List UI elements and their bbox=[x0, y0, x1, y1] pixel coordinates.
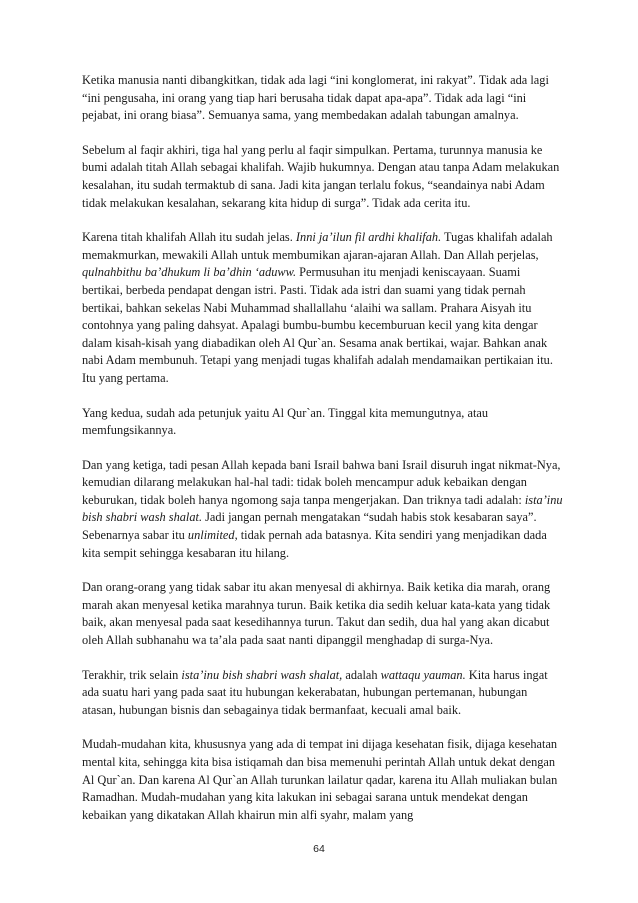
arabic-quote-italic: qulnahbithu ba’dhukum li ba’dhin ‘aduww. bbox=[82, 265, 297, 280]
emphasis-italic: unlimited bbox=[187, 528, 235, 543]
arabic-quote-italic: Inni ja’ilun fil ardhi khalifah. bbox=[295, 230, 442, 245]
paragraph-7 bbox=[82, 667, 564, 720]
paragraph-text: Kita harus ingat ada suatu hari yang pada saat itu hubungan kekerabatan, hubungan pertemanan, hubungan atasan, hubungan bisnis dan sebagainya tidak bermanfaat, kecuali amal baik. bbox=[82, 667, 548, 717]
paragraph-8 bbox=[82, 736, 564, 824]
paragraph-text: adalah bbox=[342, 667, 381, 682]
paragraph-text: Sebelum al faqir akhiri, tiga hal yang perlu al faqir simpulkan. Pertama, turunnya manusia ke bumi adalah titah Allah sebagai khalifah. Wajib hukumnya. Dengan atau tanpa Adam melakukan kesalahan, itu sudah termaktub di sana. Jadi kita jangan terlalu fokus, “seandainya nabi Adam tidak melakukan kesalahan, sekarang kita hidup di surga”. Tidak ada cerita itu. bbox=[82, 142, 560, 210]
arabic-quote-italic: wattaqu yauman. bbox=[380, 667, 466, 682]
paragraph-2 bbox=[82, 142, 564, 212]
paragraph-5 bbox=[82, 457, 564, 563]
paragraph-text: Karena titah khalifah Allah itu sudah jelas. bbox=[82, 230, 296, 245]
document-body bbox=[82, 72, 564, 841]
paragraph-1 bbox=[82, 72, 564, 125]
paragraph-text: Ketika manusia nanti dibangkitkan, tidak ada lagi “ini konglomerat, ini rakyat”. Tidak ada lagi “ini pengusaha, ini orang yang tiap hari berusaha tidak dapat apa-apa”. Tidak ada lagi “ini pejabat, ini orang biasa”. Semuanya sama, yang membedakan adalah tabungan amalnya. bbox=[82, 73, 549, 123]
paragraph-text: Yang kedua, sudah ada petunjuk yaitu Al Qur`an. Tinggal kita memungutnya, atau memfungsikannya. bbox=[82, 405, 489, 438]
paragraph-text: Mudah-mudahan kita, khususnya yang ada di tempat ini dijaga kesehatan fisik, dijaga kesehatan mental kita, sehingga kita bisa istiqamah dan bisa memenuhi perintah Allah untuk dekat dengan Al Qur`an. Dan karena Al Qur`an Allah turunkan lailatur qadar, karena itu Allah muliakan bulan Ramadhan. Mudah-mudahan yang kita lakukan ini sebagai sarana untuk mendekat dengan kebaikan yang dikatakan Allah khairun min alfi syahr, malam yang bbox=[82, 737, 558, 822]
arabic-quote-italic: ista’inu bish shabri wash shalat, bbox=[181, 667, 343, 682]
paragraph-text: Terakhir, trik selain bbox=[82, 667, 182, 682]
paragraph-text: Jadi jangan pernah mengatakan “sudah habis stok kesabaran saya”. Sebenarnya sabar itu bbox=[82, 510, 537, 543]
paragraph-text: Dan orang-orang yang tidak sabar itu akan menyesal di akhirnya. Baik ketika dia marah, orang marah akan menyesal ketika marahnya turun. Baik ketika dia sedih keluar kata-kata yang tidak baik, akan menyesal pada saat kesedihannya turun. Takut dan sedih, dua hal yang akan dicabut oleh Allah subhanahu wa ta’ala pada saat nanti dipanggil menghadap di surga-Nya. bbox=[82, 580, 551, 648]
paragraph-text: , tidak pernah ada batasnya. Kita sendiri yang menjadikan dada kita sempit sehingga kesabaran itu hilang. bbox=[82, 528, 547, 560]
paragraph-3 bbox=[82, 229, 564, 387]
paragraph-text: Permusuhan itu menjadi keniscayaan. Suami bertikai, berbeda pendapat dengan istri. Pasti. Tidak ada istri dan suami yang tidak pernah bertikai, bahkan sekelas Nabi Muhammad shallallahu ‘alaihi wa sallam. Prahara Aisyah itu contohnya yang paling dahsyat. Apalagi bumbu-bumbu kecemburuan kecil yang kita dengar dalam kisah-kisah yang diabadikan oleh Al Qur`an. Sesama anak bertikai, wajar. Bahkan anak nabi Adam membunuh. Tetapi yang menjadi tugas khalifah adalah mendamaikan pertikaian itu. Itu yang pertama. bbox=[82, 265, 553, 385]
paragraph-text: Dan yang ketiga, tadi pesan Allah kepada bani Israil bahwa bani Israil disuruh ingat nikmat-Nya, kemudian dilarang melakukan hal-hal tadi: tidak boleh mencampur aduk kebaikan dengan keburukan, tidak boleh hanya ngomong saja tanpa mengerjakan. Dan triknya tadi adalah: bbox=[82, 457, 561, 507]
paragraph-text: Tugas khalifah adalah memakmurkan, mewakili Allah untuk membumikan ajaran-ajaran Allah. Dan Allah perjelas, bbox=[82, 230, 553, 262]
arabic-quote-italic: ista’inu bish shabri wash shalat. bbox=[82, 492, 563, 525]
paragraph-4 bbox=[82, 405, 564, 440]
page-number: 64 bbox=[313, 843, 325, 855]
paragraph-6 bbox=[82, 579, 564, 649]
